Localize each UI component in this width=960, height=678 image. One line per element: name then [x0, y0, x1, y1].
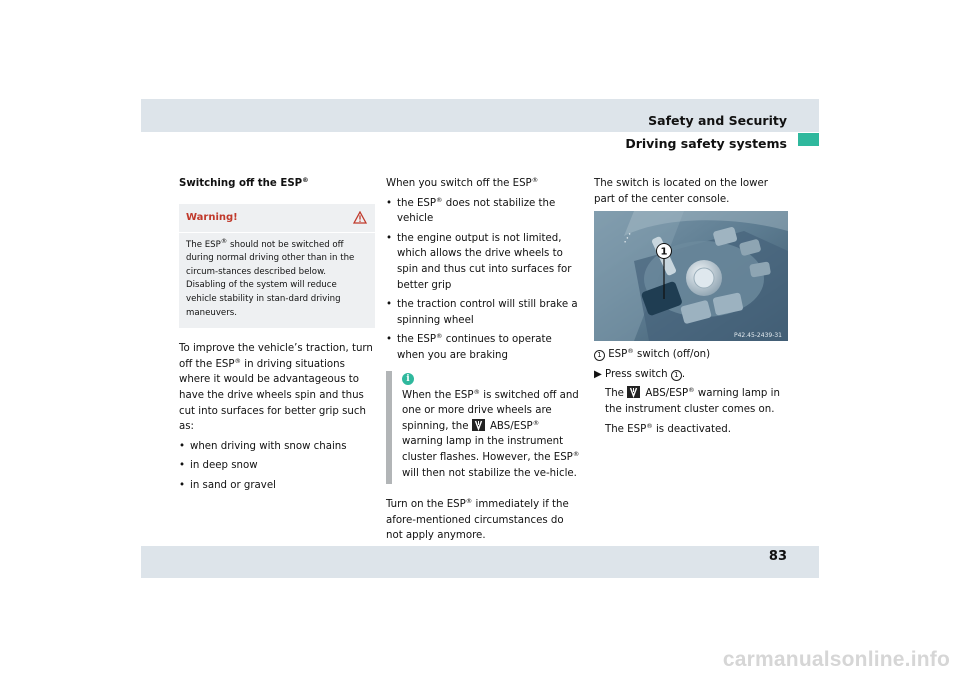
photo-callout-number: 1 [660, 246, 668, 258]
info-text: When the ESP® is switched off and one or more drive wheels are spinning, the ABS/ESP® warning lamp in the instrument cluster flashes. However, the ESP® will then not stabilize the ve-hicle. [402, 387, 580, 479]
result-text: The ABS/ESP® warning lamp in the instrument cluster comes on. [605, 386, 780, 415]
warning-header [179, 204, 375, 233]
callout-number-badge: 1 [671, 370, 682, 381]
photo-reference-code: P42.45-2439-31 [733, 332, 782, 340]
list-item: • in sand or gravel [179, 478, 375, 494]
legend-line: 1 ESP® switch (off/on) [594, 347, 790, 363]
esp-warning-lamp-icon [472, 419, 485, 431]
list-item: • the ESP® does not stabilize the vehicle [386, 196, 582, 227]
esp-warning-lamp-icon [627, 386, 640, 398]
section-subtitle: Driving safety systems [625, 136, 787, 151]
effects-list [386, 196, 582, 364]
column-left [179, 176, 375, 498]
list-item: • in deep snow [179, 458, 375, 474]
warning-title: Warning! [186, 211, 238, 223]
list-item: • the engine output is not limited, which allows the drive wheels to spin and thus cut into surfaces for better grip [386, 231, 582, 293]
list-item: • the traction control will still brake a spinning wheel [386, 297, 582, 328]
info-note [386, 371, 582, 485]
list-item: • the ESP® continues to operate when you are braking [386, 332, 582, 363]
step-arrow-icon: ▶ [594, 368, 602, 380]
result-text: The ESP® is deactivated. [605, 421, 731, 435]
warning-triangle-icon [353, 211, 367, 224]
situation-list [179, 439, 375, 494]
accent-tab [798, 133, 819, 146]
svg-text:• • •: • • • [622, 231, 634, 246]
column-right [594, 176, 790, 437]
instruction-step: ▶ Press switch 1 . [594, 367, 790, 383]
page-number: 83 [768, 549, 787, 564]
callout-number-badge: 1 [594, 350, 605, 361]
warning-box [179, 204, 375, 329]
center-console-photo [594, 211, 788, 341]
column-middle [386, 176, 582, 544]
footer-band [141, 546, 819, 578]
section-title: Safety and Security [648, 113, 787, 128]
list-item: • when driving with snow chains [179, 439, 375, 455]
info-icon: i [402, 373, 414, 385]
lead-paragraph: When you switch off the ESP® [386, 176, 539, 189]
warning-text: The ESP® should not be switched off during normal driving other than in the circum-stances described below. Disabling of the system will reduce vehicle stability in stan-dard driving maneuvers. [186, 236, 355, 318]
site-watermark: carmanualsonline.info [722, 648, 950, 671]
section-heading: Switching off the ESP® [179, 176, 309, 189]
intro-paragraph: To improve the vehicle’s traction, turn off the ESP® in driving situations where it would be advantageous to have the drive wheels spin and thus cut into surfaces for better grip such as: [179, 343, 373, 433]
closing-paragraph: Turn on the ESP® immediately if the afore-mentioned circumstances do not apply anymore. [386, 497, 569, 542]
location-paragraph: The switch is located on the lower part of the center console. [594, 178, 768, 205]
